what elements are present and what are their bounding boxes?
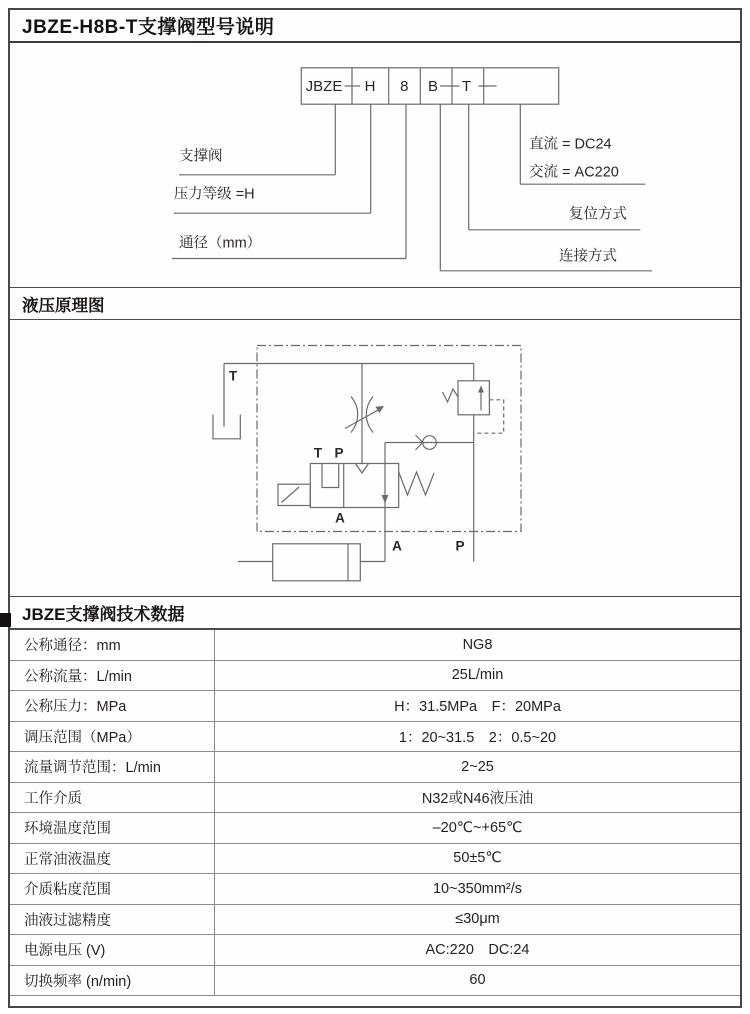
table-row [10,752,740,783]
callout-support-valve: 支撑阀 [179,148,223,165]
row-label: 流量调节范围：L/min [10,752,215,782]
datasheet-page [8,8,742,1008]
row-value: AC:220 DC:24 [425,941,530,958]
tank-label: T [229,368,238,384]
solenoid-symbol [278,484,310,505]
row-label: 介质粘度范围 [10,874,215,904]
throttle-valve-symbol [345,364,384,464]
callout-ac-voltage: 交流 = AC220 [529,164,619,181]
cylinder-symbol [238,544,385,581]
row-label: 公称通径：mm [10,630,215,660]
row-value: ≤30μm [455,911,500,928]
row-value: 2~25 [461,758,494,775]
tech-data-band [10,596,740,630]
row-value: H：31.5MPa F：20MPa [394,699,561,716]
code-segment-series: JBZE [305,78,343,95]
schematic-header: 液压原理图 [22,296,105,315]
row-label: 工作介质 [10,783,215,813]
check-valve-symbol [385,435,474,450]
row-label: 油液过滤精度 [10,905,215,935]
row-label: 公称压力：MPa [10,691,215,721]
code-segment-pressure: H [364,78,376,95]
row-value: 1：20~31.5 2：0.5~20 [398,729,557,746]
row-label: 公称流量：L/min [10,661,215,691]
title-band [10,10,740,43]
tank-symbol [213,364,474,439]
code-segment-size: 8 [400,78,409,95]
row-label: 电源电压 (V) [10,935,215,965]
row-value: –20℃~+65℃ [432,819,523,836]
row-value: 60 [469,972,486,989]
row-value: 10~350mm²/s [432,880,523,897]
model-code-boxes [301,68,558,104]
callout-pressure-grade: 压力等级 =H [173,186,255,203]
callout-reset-mode: 复位方式 [569,206,627,223]
assembly-boundary [257,346,521,532]
schematic-band [10,287,740,320]
model-code-section [10,43,740,287]
table-row [10,905,740,936]
row-value: NG8 [462,636,493,653]
table-row [10,783,740,814]
schematic-section [10,320,740,592]
row-value: N32或N46液压油 [421,790,534,807]
hydraulic-schematic [10,320,740,592]
table-row [10,844,740,875]
callout-connection-mode: 连接方式 [559,248,617,265]
code-segment-reset: T [461,78,472,95]
table-row [10,935,740,966]
valve-p-label: P [334,445,344,461]
port-a-label: A [392,538,402,554]
model-code-diagram [10,43,740,287]
tech-data-table [10,630,740,996]
row-label: 调压范围（MPa） [10,722,215,752]
spring-symbol [399,472,434,495]
code-segment-connection: B [427,78,439,95]
callout-diameter: 通径（mm） [179,235,262,252]
table-row [10,966,740,997]
valve-t-label: T [313,445,323,461]
table-row [10,722,740,753]
valve-a-label: A [335,510,345,526]
row-value: 50±5℃ [453,850,502,867]
table-row [10,813,740,844]
tech-data-header: JBZE支撑阀技术数据 [22,605,185,624]
table-row [10,661,740,692]
table-row [10,874,740,905]
port-p-label: P [455,538,465,554]
row-label: 环境温度范围 [10,813,215,843]
table-row [10,691,740,722]
table-row [10,630,740,661]
page-title: JBZE-H8B-T支撑阀型号说明 [22,17,275,38]
row-value: 25L/min [451,667,504,684]
callout-dc-voltage: 直流 = DC24 [529,136,612,153]
row-label: 切换频率 (n/min) [10,966,215,996]
row-label: 正常油液温度 [10,844,215,874]
